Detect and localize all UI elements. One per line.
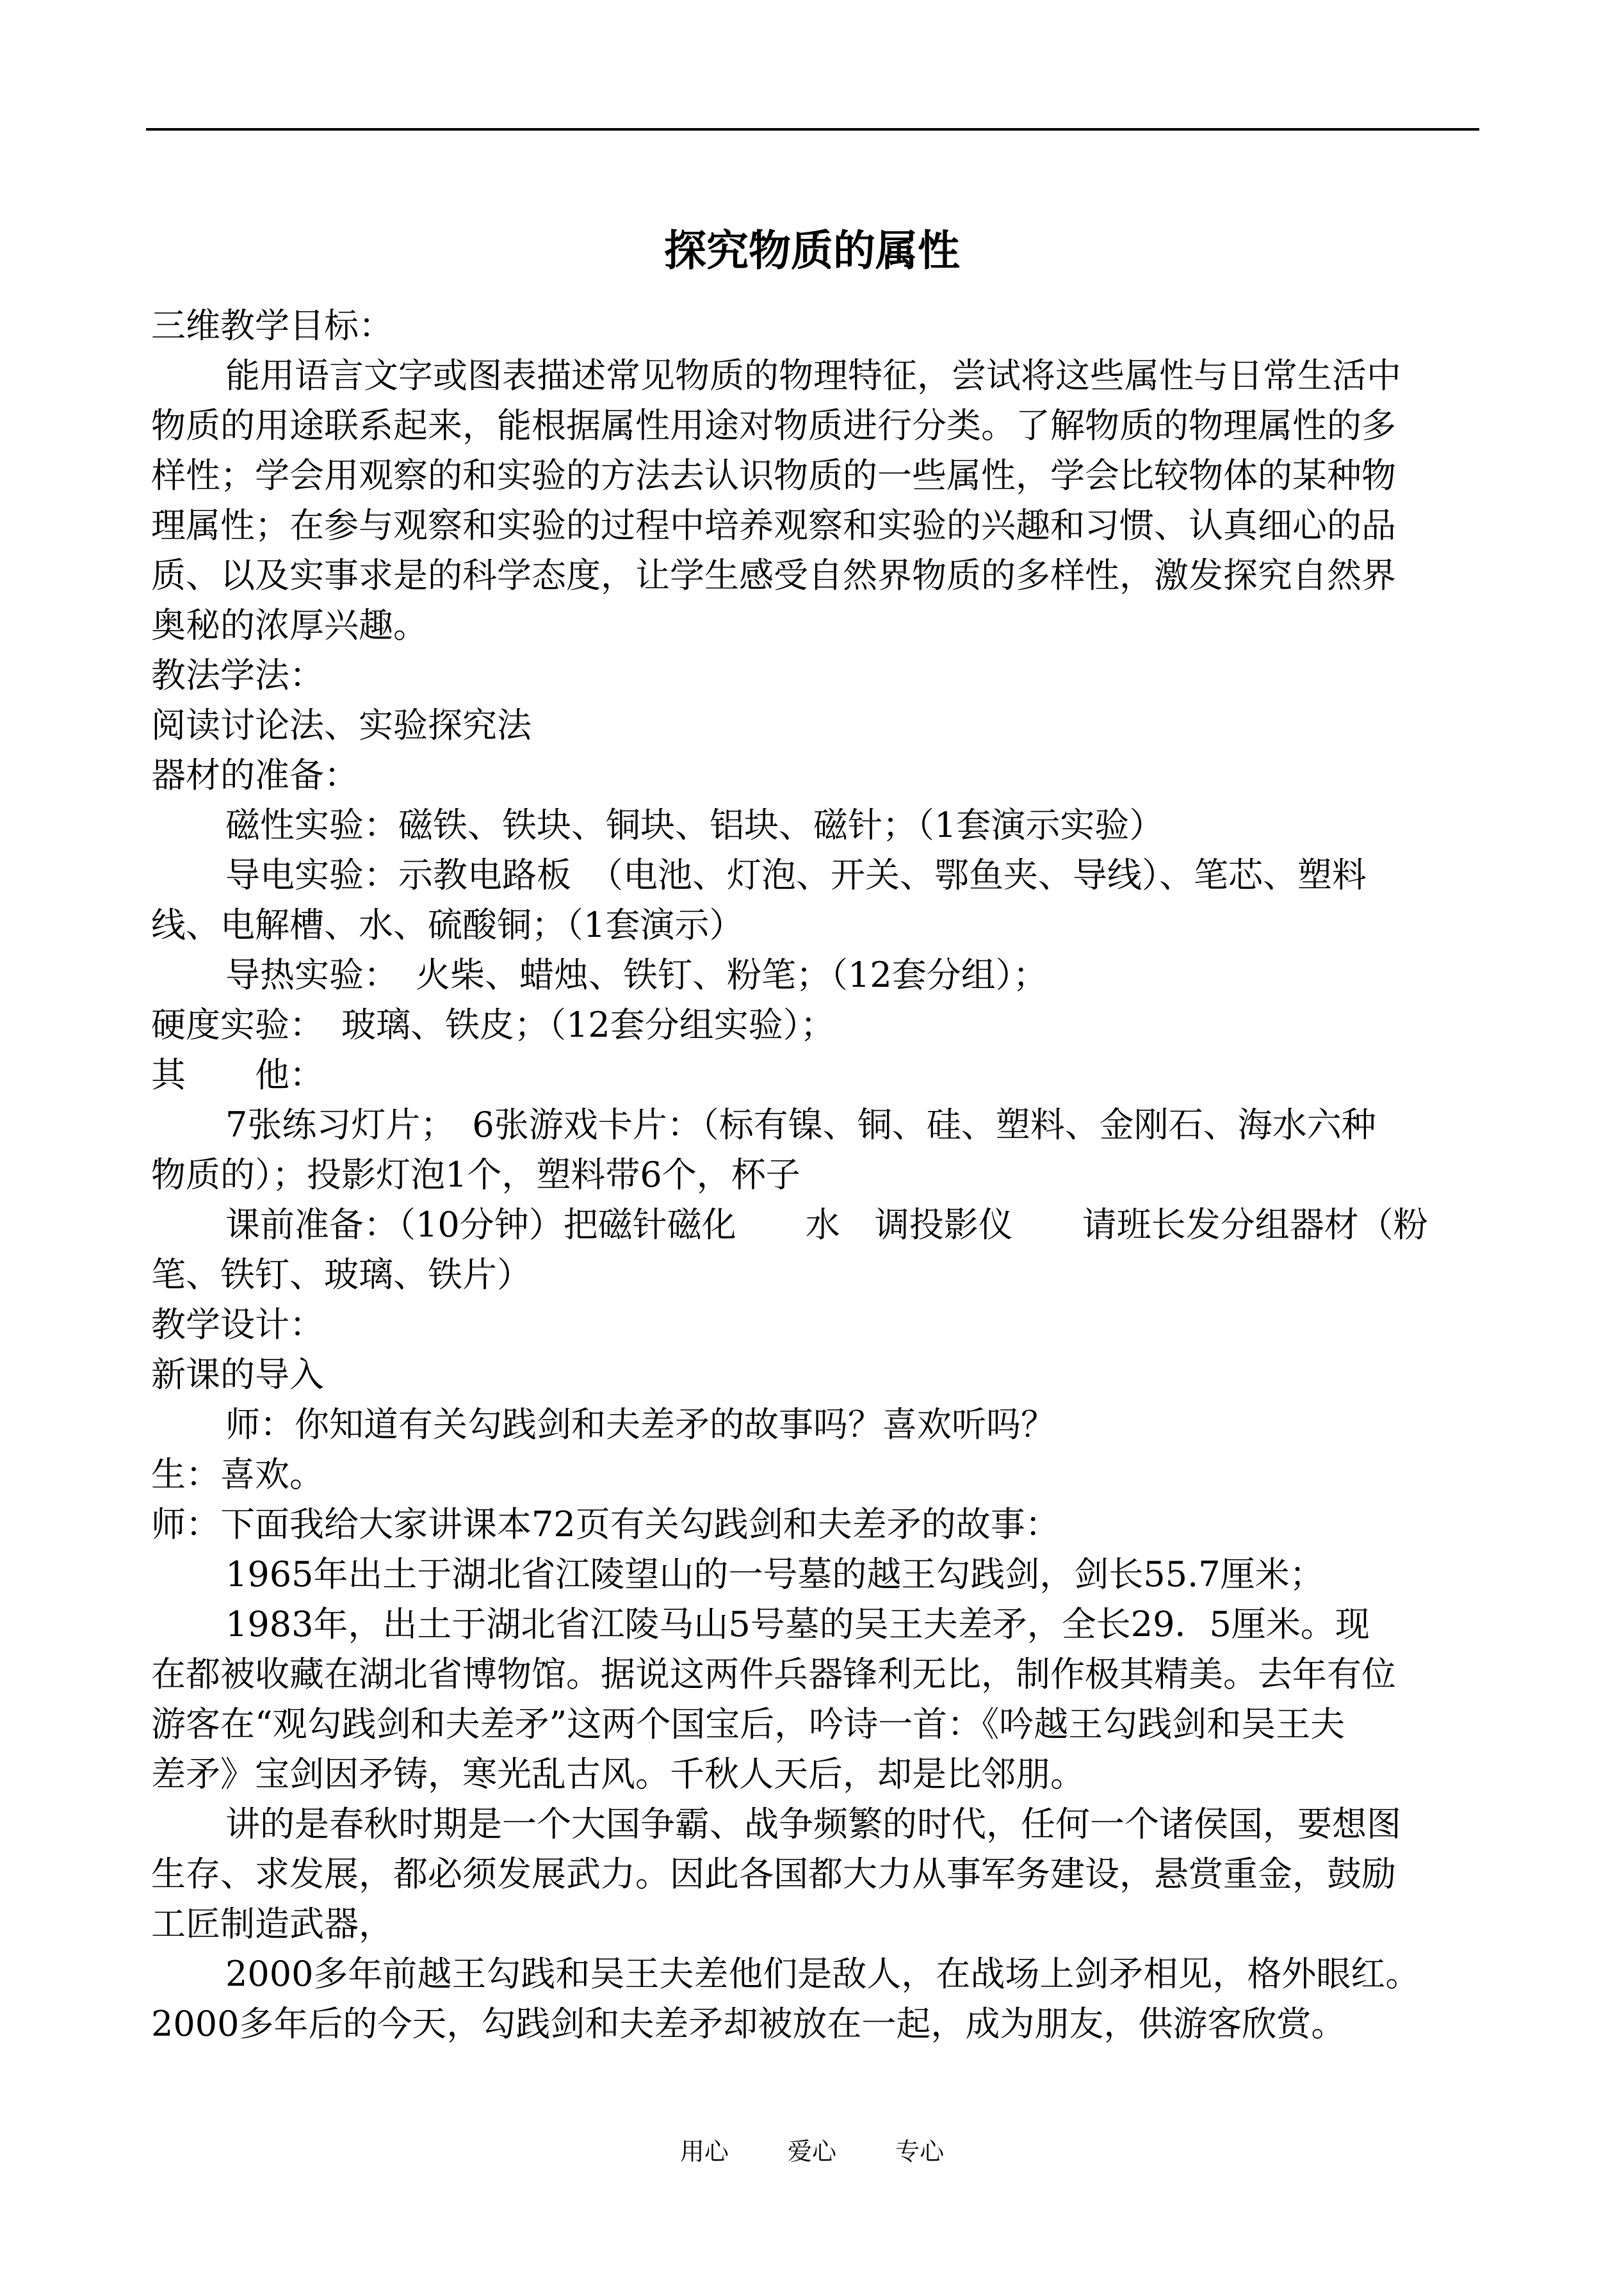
text-line: 1965年出土于湖北省江陵望山的一号墓的越王勾践剑，剑长55.7厘米； [225, 1554, 1324, 1594]
text-line: 三维教学目标： [151, 305, 393, 346]
text-line: 理属性；在参与观察和实验的过程中培养观察和实验的兴趣和习惯、认真细心的品 [151, 505, 1396, 546]
page-footer [0, 2132, 1624, 2171]
text-line: 1983年，出土于湖北省江陵马山5号墓的吴王夫差矛，全长29．5厘米。现 [225, 1604, 1370, 1644]
text-line: 样性；学会用观察的和实验的方法去认识物质的一些属性，学会比较物体的某种物 [151, 455, 1396, 496]
text-line: 课前准备：（10分钟）把磁针磁化 水 调投影仪 请班长发分组器材（粉 [225, 1204, 1428, 1245]
text-line: 物质的用途联系起来，能根据属性用途对物质进行分类。了解物质的物理属性的多 [151, 405, 1396, 446]
page-title: 探究物质的属性 [664, 226, 960, 275]
text-line: 差矛》宝剑因矛铸，寒光乱古风。千秋人天后，却是比邻朋。 [151, 1754, 1085, 1794]
text-line: 阅读讨论法、实验探究法 [151, 705, 532, 745]
text-line: 物质的）；投影灯泡1个，塑料带6个，杯子 [151, 1155, 800, 1195]
document-body [151, 301, 1496, 2049]
footer-text: 用心 [679, 2137, 729, 2166]
text-line: 生：喜欢。 [151, 1454, 324, 1495]
text-line: 2000多年后的今天，勾践剑和夫差矛却被放在一起，成为朋友，供游客欣赏。 [151, 2004, 1346, 2044]
footer-text: 爱心 [787, 2137, 836, 2166]
text-line: 工匠制造武器， [151, 1904, 393, 1944]
text-line: 其 他： [151, 1055, 324, 1095]
text-line: 线、电解槽、水、硫酸铜；（1套演示） [151, 905, 744, 945]
text-line: 硬度实验： 玻璃、铁皮；（12套分组实验）； [151, 1005, 835, 1045]
text-line: 7张练习灯片； 6张游戏卡片：（标有镍、铜、硅、塑料、金刚石、海水六种 [225, 1105, 1376, 1145]
text-line: 能用语言文字或图表描述常见物质的物理特征，尝试将这些属性与日常生活中 [225, 355, 1401, 396]
text-line: 在都被收藏在湖北省博物馆。据说这两件兵器锋利无比，制作极其精美。去年有位 [151, 1654, 1396, 1694]
text-line: 导电实验：示教电路板 （电池、灯泡、开关、鄂鱼夹、导线）、笔芯、塑料 [225, 855, 1367, 895]
text-line: 师：你知道有关勾践剑和夫差矛的故事吗？喜欢听吗？ [225, 1404, 1055, 1445]
text-line: 讲的是春秋时期是一个大国争霸、战争频繁的时代，任何一个诸侯国，要想图 [225, 1804, 1401, 1844]
text-line: 生存、求发展，都必须发展武力。因此各国都大力从事军务建设，悬赏重金，鼓励 [151, 1854, 1396, 1894]
text-line: 奥秘的浓厚兴趣。 [151, 605, 428, 645]
text-line: 质、以及实事求是的科学态度，让学生感受自然界物质的多样性，激发探究自然界 [151, 555, 1396, 596]
text-line: 磁性实验：磁铁、铁块、铜块、铝块、磁针；（1套演示实验） [225, 805, 1164, 845]
text-line: 2000多年前越王勾践和吴王夫差他们是敌人，在战场上剑矛相见，格外眼红。 [225, 1954, 1420, 1994]
text-line: 器材的准备： [151, 755, 359, 795]
footer-text: 专心 [895, 2137, 945, 2166]
text-line: 游客在“观勾践剑和夫差矛”这两个国宝后，吟诗一首：《吟越王勾践剑和吴王夫 [151, 1704, 1345, 1744]
text-line: 教法学法： [151, 655, 324, 695]
header-rule [146, 128, 1479, 131]
text-line: 导热实验： 火柴、蜡烛、铁钉、粉笔；（12套分组）； [225, 955, 1048, 995]
text-line: 师：下面我给大家讲课本72页有关勾践剑和夫差矛的故事： [151, 1504, 1060, 1545]
text-line: 新课的导入 [151, 1354, 324, 1395]
text-line: 笔、铁钉、玻璃、铁片） [151, 1254, 532, 1295]
text-line: 教学设计： [151, 1304, 324, 1345]
